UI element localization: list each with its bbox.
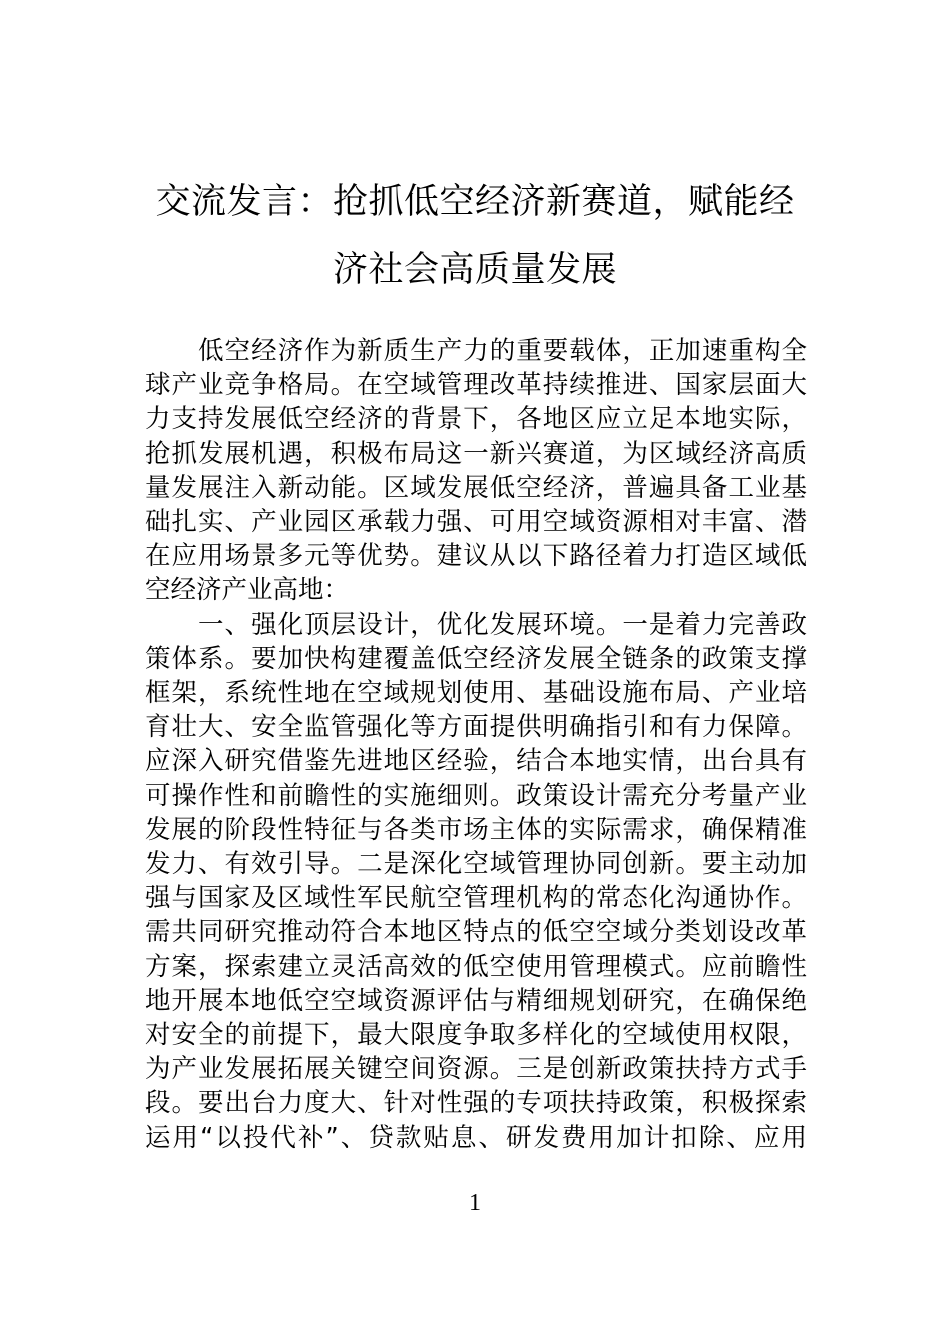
- body-line: 方案，探索建立灵活高效的低空使用管理模式。应前瞻性: [145, 951, 807, 982]
- body-line: 抢抓发展机遇，积极布局这一新兴赛道，为区域经济高质: [145, 438, 807, 469]
- body-line: 需共同研究推动符合本地区特点的低空空域分类划设改革: [145, 917, 807, 948]
- body-line: 础扎实、产业园区承载力强、可用空域资源相对丰富、潜: [145, 507, 807, 538]
- body-line: 发展的阶段性特征与各类市场主体的实际需求，确保精准: [145, 814, 807, 845]
- body-line: 在应用场景多元等优势。建议从以下路径着力打造区域低: [145, 541, 807, 572]
- body-line: 一、强化顶层设计，优化发展环境。一是着力完善政: [145, 609, 807, 640]
- body-line: 框架，系统性地在空域规划使用、基础设施布局、产业培: [145, 678, 807, 709]
- body-line: 强与国家及区域性军民航空管理机构的常态化沟通协作。: [145, 883, 807, 914]
- body-line: 可操作性和前瞻性的实施细则。政策设计需充分考量产业: [145, 780, 807, 811]
- title-line-2: 济社会高质量发展: [332, 250, 617, 290]
- body-line: 球产业竞争格局。在空域管理改革持续推进、国家层面大: [145, 370, 807, 401]
- page-number: 1: [469, 1190, 481, 1216]
- body-line: 运用“以投代补”、贷款贴息、研发费用加计扣除、应用: [145, 1122, 807, 1153]
- body-line: 空经济产业高地：: [145, 575, 350, 606]
- body-line: 策体系。要加快构建覆盖低空经济发展全链条的政策支撑: [145, 643, 807, 674]
- body-line: 地开展本地低空空域资源评估与精细规划研究，在确保绝: [145, 985, 807, 1016]
- body-line: 对安全的前提下，最大限度争取多样化的空域使用权限，: [145, 1020, 807, 1051]
- title-line-1: 交流发言：抢抓低空经济新赛道，赋能经: [155, 182, 795, 222]
- document-title: [130, 168, 820, 304]
- body-line: 低空经济作为新质生产力的重要载体，正加速重构全: [145, 336, 807, 366]
- body-line: 量发展注入新动能。区域发展低空经济，普遍具备工业基: [145, 472, 807, 503]
- body-line: 育壮大、安全监管强化等方面提供明确指引和有力保障。: [145, 712, 807, 743]
- document-body: [145, 334, 807, 1155]
- body-line: 段。要出台力度大、针对性强的专项扶持政策，积极探索: [145, 1088, 807, 1119]
- body-line: 发力、有效引导。二是深化空域管理协同创新。要主动加: [145, 849, 807, 880]
- body-line: 力支持发展低空经济的背景下，各地区应立足本地实际，: [145, 404, 807, 435]
- body-line: 应深入研究借鉴先进地区经验，结合本地实情，出台具有: [145, 746, 807, 777]
- body-line: 为产业发展拓展关键空间资源。三是创新政策扶持方式手: [145, 1054, 807, 1085]
